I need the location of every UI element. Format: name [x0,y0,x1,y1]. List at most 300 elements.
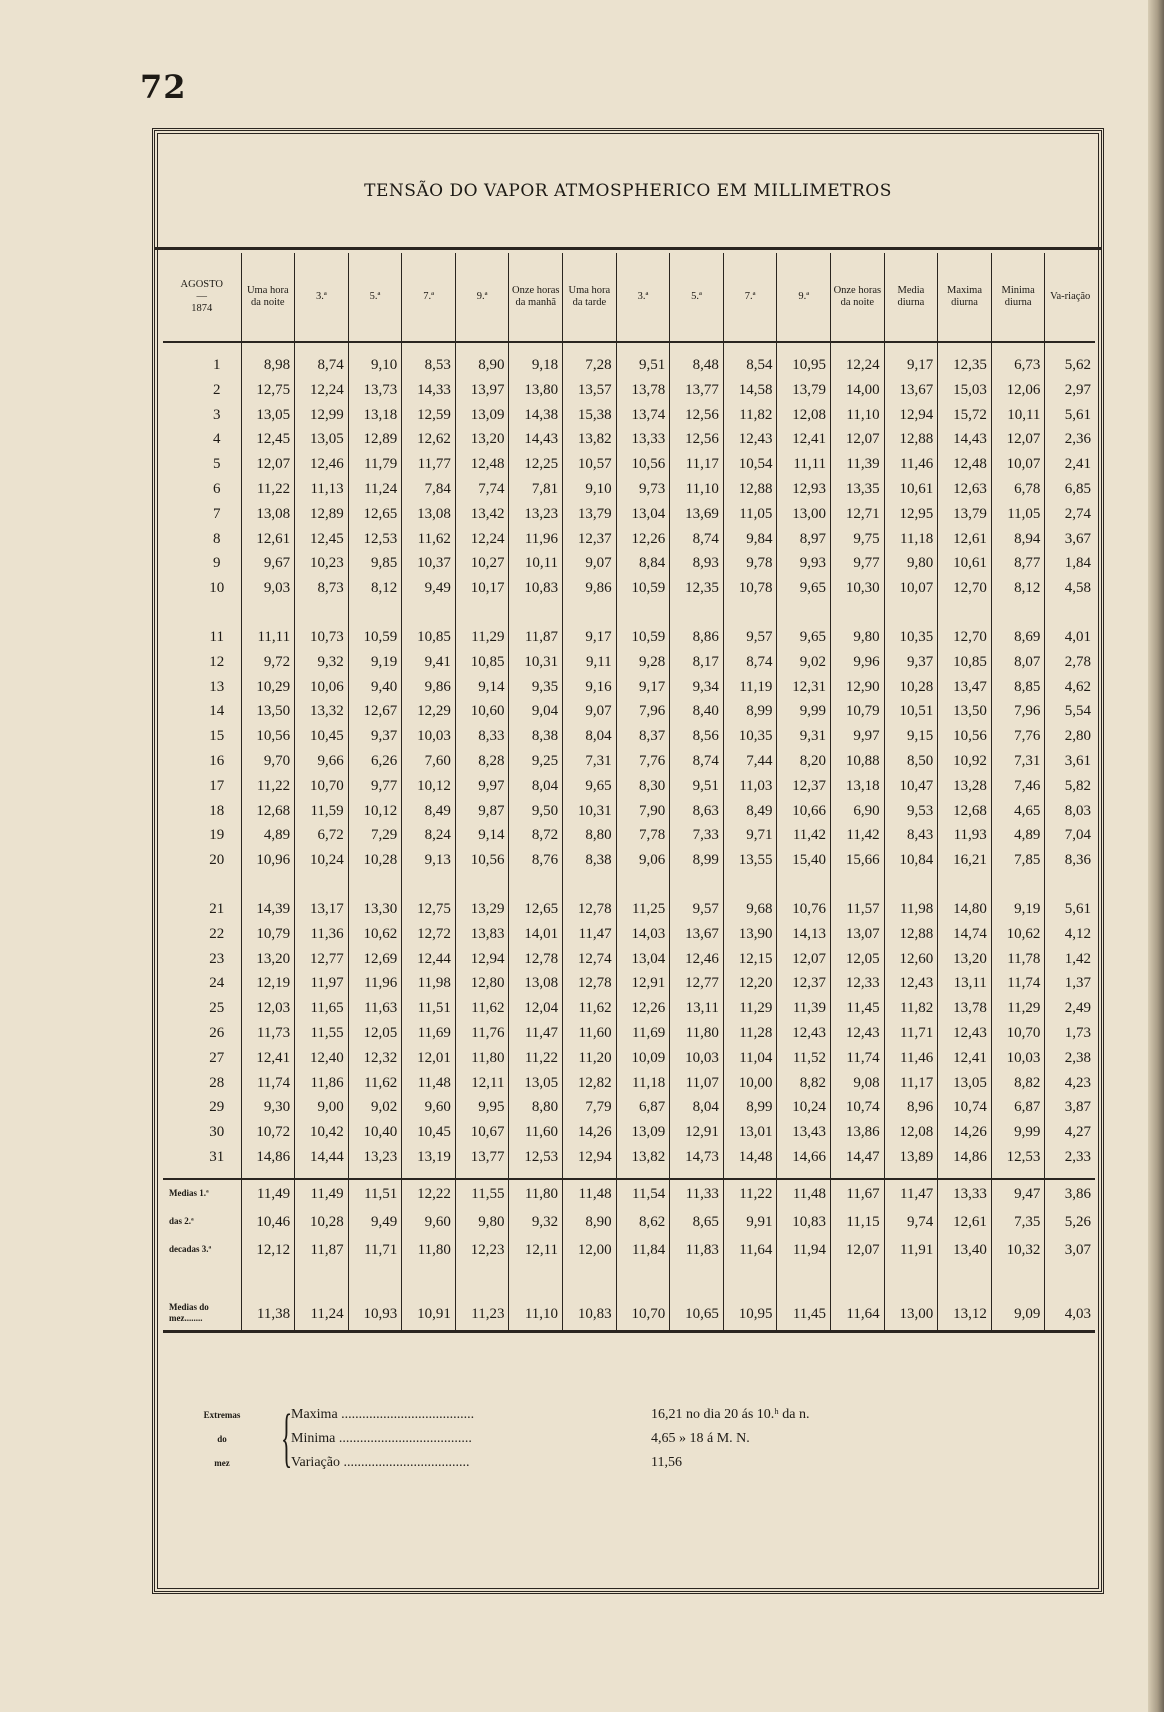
value-cell: 15,66 [831,848,885,873]
value-cell: 12,24 [455,527,509,552]
value-cell: 11,74 [831,1046,885,1071]
value-cell: 11,18 [884,527,938,552]
medias-decadas-label: decadas 3.ª [169,1244,212,1255]
value-cell: 7,96 [991,699,1045,724]
value-cell: 9,53 [884,799,938,824]
value-cell: 12,88 [884,922,938,947]
table-row [163,699,1095,724]
value-cell: 12,90 [831,675,885,700]
value-cell: 10,59 [616,576,670,601]
value-cell: 12,35 [938,342,992,378]
day-cell [163,1179,241,1208]
value-cell: 11,73 [241,1021,295,1046]
value-cell: 10,78 [723,576,777,601]
value-cell: 10,28 [884,675,938,700]
value-cell: 11,47 [509,1021,563,1046]
value-cell: 12,68 [241,799,295,824]
value-cell: 10,11 [509,551,563,576]
value-cell: 13,83 [455,922,509,947]
value-cell: 10,07 [991,452,1045,477]
value-cell: 12,61 [938,1208,992,1236]
value-cell: 12,77 [670,971,724,996]
value-cell: 9,60 [402,1095,456,1120]
value-cell: 5,54 [1045,699,1095,724]
value-cell: 11,42 [831,823,885,848]
value-cell: 13,57 [563,378,617,403]
value-cell: 10,70 [295,774,349,799]
value-cell: 9,77 [831,551,885,576]
value-cell: 12,43 [884,971,938,996]
value-cell: 11,91 [884,1236,938,1264]
value-cell: 9,07 [563,699,617,724]
value-cell: 9,02 [348,1095,402,1120]
value-cell: 11,62 [455,996,509,1021]
value-cell: 12,80 [455,971,509,996]
value-cell: 11,29 [455,625,509,650]
day-cell: 6 [213,480,221,497]
value-cell: 11,36 [295,922,349,947]
value-cell: 8,50 [884,749,938,774]
value-cell: 11,60 [509,1120,563,1145]
value-cell: 12,07 [991,427,1045,452]
value-cell: 12,41 [938,1046,992,1071]
value-cell: 4,27 [1045,1120,1095,1145]
day-cell: 4 [213,431,221,448]
value-cell: 13,40 [938,1236,992,1264]
value-cell: 10,59 [348,625,402,650]
value-cell: 13,23 [348,1145,402,1170]
value-cell: 2,36 [1045,427,1095,452]
value-cell: 2,49 [1045,996,1095,1021]
value-cell: 3,07 [1045,1236,1095,1264]
table-row [163,625,1095,650]
header-col-6: Uma hora da tarde [563,253,617,342]
value-cell: 12,48 [455,452,509,477]
value-cell: 13,55 [723,848,777,873]
value-cell: 11,76 [455,1021,509,1046]
value-cell: 12,69 [348,947,402,972]
value-cell: 9,49 [402,576,456,601]
vapor-tension-table [163,253,1095,1333]
header-col-0: Uma hora da noite [241,253,295,342]
value-cell: 11,17 [884,1071,938,1096]
value-cell: 8,65 [670,1208,724,1236]
header-dash: — [196,291,207,302]
value-cell: 13,07 [831,922,885,947]
value-cell: 12,00 [563,1236,617,1264]
value-cell: 13,09 [616,1120,670,1145]
value-cell: 8,56 [670,724,724,749]
value-cell: 4,03 [1045,1264,1095,1332]
value-cell: 9,47 [991,1179,1045,1208]
value-cell: 8,48 [670,342,724,378]
value-cell: 12,24 [831,342,885,378]
header-month: AGOSTO [180,279,223,290]
value-cell: 12,37 [777,971,831,996]
value-cell: 8,72 [509,823,563,848]
value-cell: 10,57 [563,452,617,477]
day-cell: 18 [209,802,225,819]
value-cell: 11,18 [616,1071,670,1096]
value-cell: 13,79 [777,378,831,403]
header-col-3: 7.ª [402,253,456,342]
value-cell: 12,46 [670,947,724,972]
value-cell: 6,73 [991,342,1045,378]
value-cell: 8,49 [723,799,777,824]
value-cell: 12,19 [241,971,295,996]
value-cell: 11,29 [991,996,1045,1021]
value-cell: 14,38 [509,403,563,428]
value-cell: 12,89 [295,502,349,527]
value-cell: 9,97 [455,774,509,799]
value-cell: 10,85 [455,650,509,675]
extremas-row [291,1451,682,1475]
value-cell: 11,79 [348,452,402,477]
value-cell: 10,17 [455,576,509,601]
table-row [163,378,1095,403]
value-cell: 11,80 [455,1046,509,1071]
value-cell: 9,50 [509,799,563,824]
table-row [163,799,1095,824]
value-cell: 9,57 [670,897,724,922]
extremas-row-label: Minima ...................................... [291,1431,472,1446]
day-cell: 3 [213,406,221,423]
value-cell: 12,89 [348,427,402,452]
value-cell: 10,70 [991,1021,1045,1046]
value-cell: 13,43 [777,1120,831,1145]
value-cell: 11,62 [402,527,456,552]
value-cell: 9,70 [241,749,295,774]
value-cell: 13,74 [616,403,670,428]
value-cell: 11,48 [402,1071,456,1096]
value-cell: 13,73 [348,378,402,403]
value-cell: 12,11 [455,1071,509,1096]
header-col-12: Media diurna [884,253,938,342]
value-cell: 12,62 [402,427,456,452]
value-cell: 10,47 [884,774,938,799]
value-cell: 13,78 [938,996,992,1021]
value-cell: 11,67 [831,1179,885,1208]
value-cell: 6,87 [991,1095,1045,1120]
value-cell: 12,70 [938,576,992,601]
value-cell: 12,71 [831,502,885,527]
value-cell: 14,33 [402,378,456,403]
value-cell: 9,78 [723,551,777,576]
value-cell: 12,61 [241,527,295,552]
medias-decada-row [163,1179,1095,1208]
value-cell: 13,50 [938,699,992,724]
value-cell: 9,06 [616,848,670,873]
value-cell: 10,24 [295,848,349,873]
title-rule [155,247,1101,250]
value-cell: 11,96 [509,527,563,552]
value-cell: 12,75 [241,378,295,403]
value-cell: 11,74 [991,971,1045,996]
value-cell: 9,67 [241,551,295,576]
value-cell: 11,48 [777,1179,831,1208]
value-cell: 8,85 [991,675,1045,700]
value-cell: 9,14 [455,823,509,848]
value-cell: 12,88 [884,427,938,452]
value-cell: 8,38 [509,724,563,749]
header-col-7: 3.ª [616,253,670,342]
day-cell: 19 [209,827,225,844]
value-cell: 12,41 [777,427,831,452]
value-cell: 8,82 [777,1071,831,1096]
value-cell: 9,87 [455,799,509,824]
value-cell: 13,79 [938,502,992,527]
value-cell: 1,84 [1045,551,1095,576]
value-cell: 11,69 [402,1021,456,1046]
value-cell: 12,63 [938,477,992,502]
value-cell: 9,65 [777,576,831,601]
value-cell: 8,04 [563,724,617,749]
value-cell: 10,95 [777,342,831,378]
value-cell: 8,99 [670,848,724,873]
value-cell: 8,12 [991,576,1045,601]
value-cell: 9,11 [563,650,617,675]
value-cell: 12,03 [241,996,295,1021]
value-cell: 12,24 [295,378,349,403]
value-cell: 12,07 [241,452,295,477]
value-cell: 10,62 [348,922,402,947]
value-cell: 8,84 [616,551,670,576]
value-cell: 3,86 [1045,1179,1095,1208]
value-cell: 8,80 [563,823,617,848]
value-cell: 13,50 [241,699,295,724]
value-cell: 10,93 [348,1264,402,1332]
value-cell: 11,46 [884,452,938,477]
value-cell: 12,07 [831,1236,885,1264]
day-cell: 5 [213,456,221,473]
value-cell: 9,17 [616,675,670,700]
value-cell: 12,08 [777,403,831,428]
value-cell: 10,72 [241,1120,295,1145]
value-cell: 10,03 [670,1046,724,1071]
value-cell: 12,94 [563,1145,617,1170]
value-cell: 13,08 [509,971,563,996]
value-cell: 12,78 [563,971,617,996]
value-cell: 11,19 [723,675,777,700]
value-cell: 14,03 [616,922,670,947]
value-cell: 8,43 [884,823,938,848]
value-cell: 10,00 [723,1071,777,1096]
value-cell: 8,74 [295,342,349,378]
value-cell: 8,69 [991,625,1045,650]
value-cell: 12,07 [831,427,885,452]
value-cell: 9,93 [777,551,831,576]
value-cell: 11,93 [938,823,992,848]
value-cell: 7,44 [723,749,777,774]
table-row [163,774,1095,799]
value-cell: 11,11 [241,625,295,650]
value-cell: 7,78 [616,823,670,848]
value-cell: 4,89 [991,823,1045,848]
value-cell: 13,28 [938,774,992,799]
value-cell: 9,00 [295,1095,349,1120]
value-cell: 13,19 [402,1145,456,1170]
value-cell: 12,11 [509,1236,563,1264]
value-cell: 12,26 [616,996,670,1021]
value-cell: 8,98 [241,342,295,378]
value-cell: 9,37 [348,724,402,749]
value-cell: 10,35 [884,625,938,650]
value-cell: 13,17 [295,897,349,922]
value-cell: 14,44 [295,1145,349,1170]
value-cell: 7,35 [991,1208,1045,1236]
value-cell: 9,02 [777,650,831,675]
value-cell: 12,45 [241,427,295,452]
value-cell: 4,23 [1045,1071,1095,1096]
value-cell: 9,86 [563,576,617,601]
value-cell: 12,33 [831,971,885,996]
value-cell: 11,05 [723,502,777,527]
value-cell: 13,18 [831,774,885,799]
value-cell: 11,71 [884,1021,938,1046]
value-cell: 13,23 [509,502,563,527]
value-cell: 8,94 [991,527,1045,552]
value-cell: 11,98 [402,971,456,996]
value-cell: 12,60 [884,947,938,972]
day-cell: 11 [209,628,224,645]
day-cell [163,1264,241,1332]
value-cell: 13,32 [295,699,349,724]
value-cell: 7,29 [348,823,402,848]
value-cell: 14,43 [938,427,992,452]
value-cell: 14,86 [241,1145,295,1170]
table-row [163,551,1095,576]
value-cell: 9,30 [241,1095,295,1120]
value-cell: 10,28 [295,1208,349,1236]
value-cell: 12,93 [777,477,831,502]
value-cell: 12,01 [402,1046,456,1071]
value-cell: 2,38 [1045,1046,1095,1071]
value-cell: 11,69 [616,1021,670,1046]
value-cell: 10,66 [777,799,831,824]
value-cell: 13,05 [241,403,295,428]
value-cell: 2,41 [1045,452,1095,477]
value-cell: 10,09 [616,1046,670,1071]
value-cell: 11,45 [831,996,885,1021]
value-cell: 9,72 [241,650,295,675]
day-cell: 20 [209,852,225,869]
value-cell: 11,65 [295,996,349,1021]
value-cell: 9,65 [563,774,617,799]
value-cell: 10,83 [563,1264,617,1332]
value-cell: 10,92 [938,749,992,774]
value-cell: 7,76 [616,749,670,774]
value-cell: 7,96 [616,699,670,724]
value-cell: 12,56 [670,427,724,452]
day-cell: 16 [209,752,225,769]
value-cell: 12,95 [884,502,938,527]
value-cell: 11,59 [295,799,349,824]
day-cell: 24 [209,975,225,992]
header-col-11: Onze horas da noite [831,253,885,342]
value-cell: 12,08 [884,1120,938,1145]
value-cell: 12,61 [938,527,992,552]
table-row [163,403,1095,428]
value-cell: 8,99 [723,699,777,724]
value-cell: 11,22 [723,1179,777,1208]
value-cell: 2,33 [1045,1145,1095,1170]
value-cell: 8,53 [402,342,456,378]
value-cell: 9,37 [884,650,938,675]
value-cell: 9,16 [563,675,617,700]
value-cell: 11,24 [348,477,402,502]
day-cell: 2 [213,381,221,398]
value-cell: 8,90 [563,1208,617,1236]
value-cell: 11,22 [241,774,295,799]
value-cell: 13,89 [884,1145,938,1170]
table-row [163,1095,1095,1120]
value-cell: 5,62 [1045,342,1095,378]
value-cell: 12,43 [831,1021,885,1046]
value-cell: 10,74 [938,1095,992,1120]
header-col-8: 5.ª [670,253,724,342]
value-cell: 9,74 [884,1208,938,1236]
extremas-label: Extremas do mez [203,1410,241,1468]
value-cell: 4,65 [991,799,1045,824]
value-cell: 11,13 [295,477,349,502]
value-cell: 2,74 [1045,502,1095,527]
value-cell: 12,43 [777,1021,831,1046]
value-cell: 11,25 [616,897,670,922]
value-cell: 10,12 [402,774,456,799]
day-cell: 25 [209,1000,225,1017]
value-cell: 13,77 [670,378,724,403]
value-cell: 1,37 [1045,971,1095,996]
value-cell: 10,62 [991,922,1045,947]
value-cell: 11,82 [884,996,938,1021]
value-cell: 7,46 [991,774,1045,799]
value-cell: 10,76 [777,897,831,922]
value-cell: 10,45 [402,1120,456,1145]
value-cell: 10,56 [938,724,992,749]
separator-row [163,1170,1095,1179]
value-cell: 12,91 [616,971,670,996]
value-cell: 10,84 [884,848,938,873]
value-cell: 13,47 [938,675,992,700]
value-cell: 9,31 [777,724,831,749]
value-cell: 12,74 [563,947,617,972]
value-cell: 10,83 [777,1208,831,1236]
value-cell: 11,78 [991,947,1045,972]
value-cell: 9,32 [509,1208,563,1236]
value-cell: 11,42 [777,823,831,848]
value-cell: 12,88 [723,477,777,502]
value-cell: 13,33 [616,427,670,452]
value-cell: 2,80 [1045,724,1095,749]
value-cell: 8,07 [991,650,1045,675]
value-cell: 13,11 [938,971,992,996]
value-cell: 8,28 [455,749,509,774]
day-cell: 8 [213,530,221,547]
value-cell: 12,46 [295,452,349,477]
value-cell: 12,77 [295,947,349,972]
day-cell: 27 [209,1049,225,1066]
value-cell: 7,60 [402,749,456,774]
value-cell: 11,17 [670,452,724,477]
value-cell: 11,48 [563,1179,617,1208]
value-cell: 7,31 [563,749,617,774]
value-cell: 12,67 [348,699,402,724]
value-cell: 13,12 [938,1264,992,1332]
value-cell: 8,04 [509,774,563,799]
value-cell: 11,07 [670,1071,724,1096]
value-cell: 13,05 [509,1071,563,1096]
value-cell: 10,56 [241,724,295,749]
